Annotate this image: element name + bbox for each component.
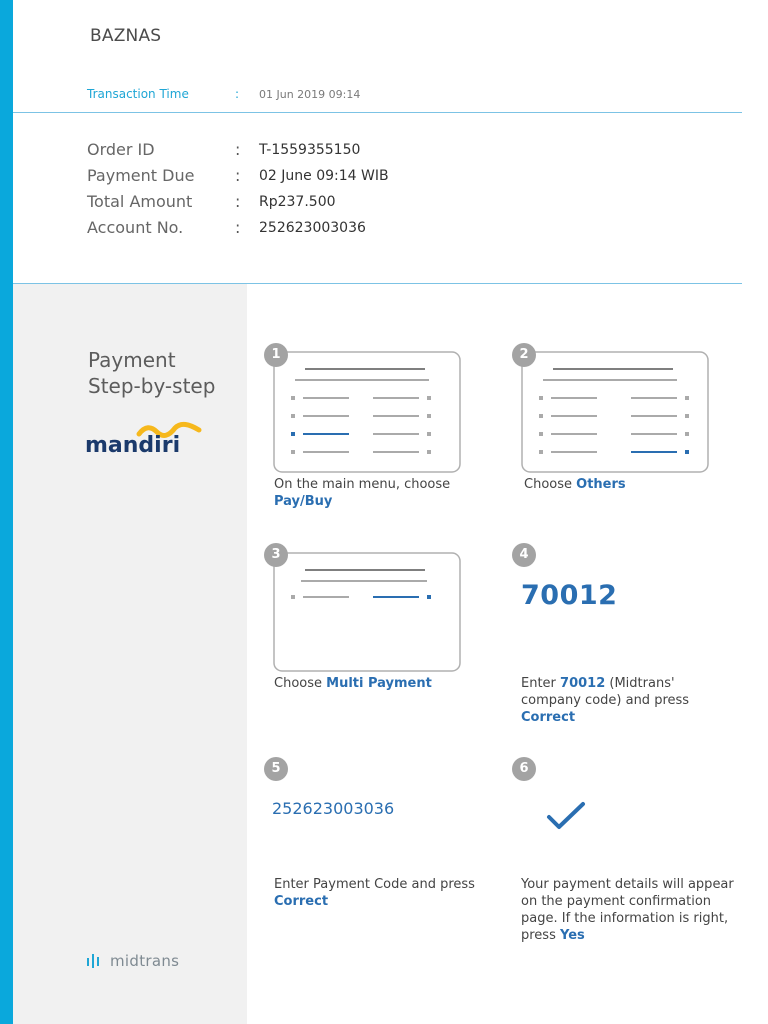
merchant-name: BAZNAS <box>90 26 162 46</box>
step-4-text-mid: (Midtrans' company code) and press <box>521 676 690 708</box>
step-3-text-pre: Choose <box>274 676 327 691</box>
step-4-highlight: 70012 <box>560 676 606 691</box>
mandiri-logo <box>85 420 205 460</box>
detail-colon: : <box>235 218 241 237</box>
step-1-screen-illustration <box>273 351 461 473</box>
payment-code: 252623003036 <box>272 799 395 818</box>
transaction-time-label: Transaction Time <box>87 87 189 101</box>
transaction-time-value: 01 Jun 2019 09:14 <box>259 88 361 101</box>
transaction-time-colon: : <box>235 87 240 101</box>
total-amount-value: Rp237.500 <box>259 194 336 210</box>
step-2-screen-illustration <box>521 351 709 473</box>
step-4-number: 4 <box>512 543 536 567</box>
title-line-2: Step-by-step <box>88 374 216 398</box>
step-3-highlight: Multi Payment <box>326 676 432 691</box>
step-5-text <box>274 876 484 910</box>
midtrans-logo <box>87 952 179 970</box>
midtrans-bars-icon <box>87 954 103 968</box>
step-6-number: 6 <box>512 757 536 781</box>
detail-colon: : <box>235 166 241 185</box>
step-4-text <box>521 675 736 726</box>
step-5-text-pre: Enter Payment Code and press <box>274 877 475 892</box>
step-1-highlight: Pay/Buy <box>274 494 333 509</box>
detail-label: Total Amount <box>87 192 193 211</box>
step-4-highlight-2: Correct <box>521 710 576 725</box>
step-6-highlight: Yes <box>560 928 585 943</box>
step-5-number: 5 <box>264 757 288 781</box>
step-2-text <box>524 476 724 493</box>
divider <box>13 112 742 113</box>
order-id-value: T-1559355150 <box>259 142 361 158</box>
bank-logo-text: mandiri <box>85 433 181 456</box>
payment-due-value: 02 June 09:14 WIB <box>259 168 389 184</box>
step-2-highlight: Others <box>576 477 626 492</box>
step-1-number: 1 <box>264 343 288 367</box>
payment-steps-title <box>88 347 238 399</box>
step-3-text <box>274 675 474 692</box>
detail-label: Account No. <box>87 218 184 237</box>
step-2-number: 2 <box>512 343 536 367</box>
detail-colon: : <box>235 140 241 159</box>
left-accent-bar <box>0 0 13 1024</box>
midtrans-logo-text: midtrans <box>110 952 180 970</box>
title-line-1: Payment <box>88 348 176 372</box>
step-1-text-pre: On the main menu, choose <box>274 477 451 492</box>
step-3-screen-illustration <box>273 552 461 672</box>
step-4-text-pre: Enter <box>521 676 561 691</box>
company-code: 70012 <box>521 580 618 611</box>
account-no-value: 252623003036 <box>259 220 366 236</box>
step-6-text <box>521 876 736 944</box>
mandiri-logo-icon <box>85 420 205 456</box>
detail-label: Payment Due <box>87 166 195 185</box>
step-2-text-pre: Choose <box>524 477 577 492</box>
detail-label: Order ID <box>87 140 155 159</box>
step-5-highlight: Correct <box>274 894 329 909</box>
detail-colon: : <box>235 192 241 211</box>
step-6-text-pre: Your payment details will appear on the payment confirmation page. If the information is right, press <box>521 877 734 943</box>
step-1-text <box>274 476 474 510</box>
step-3-number: 3 <box>264 543 288 567</box>
checkmark-icon <box>545 800 587 834</box>
